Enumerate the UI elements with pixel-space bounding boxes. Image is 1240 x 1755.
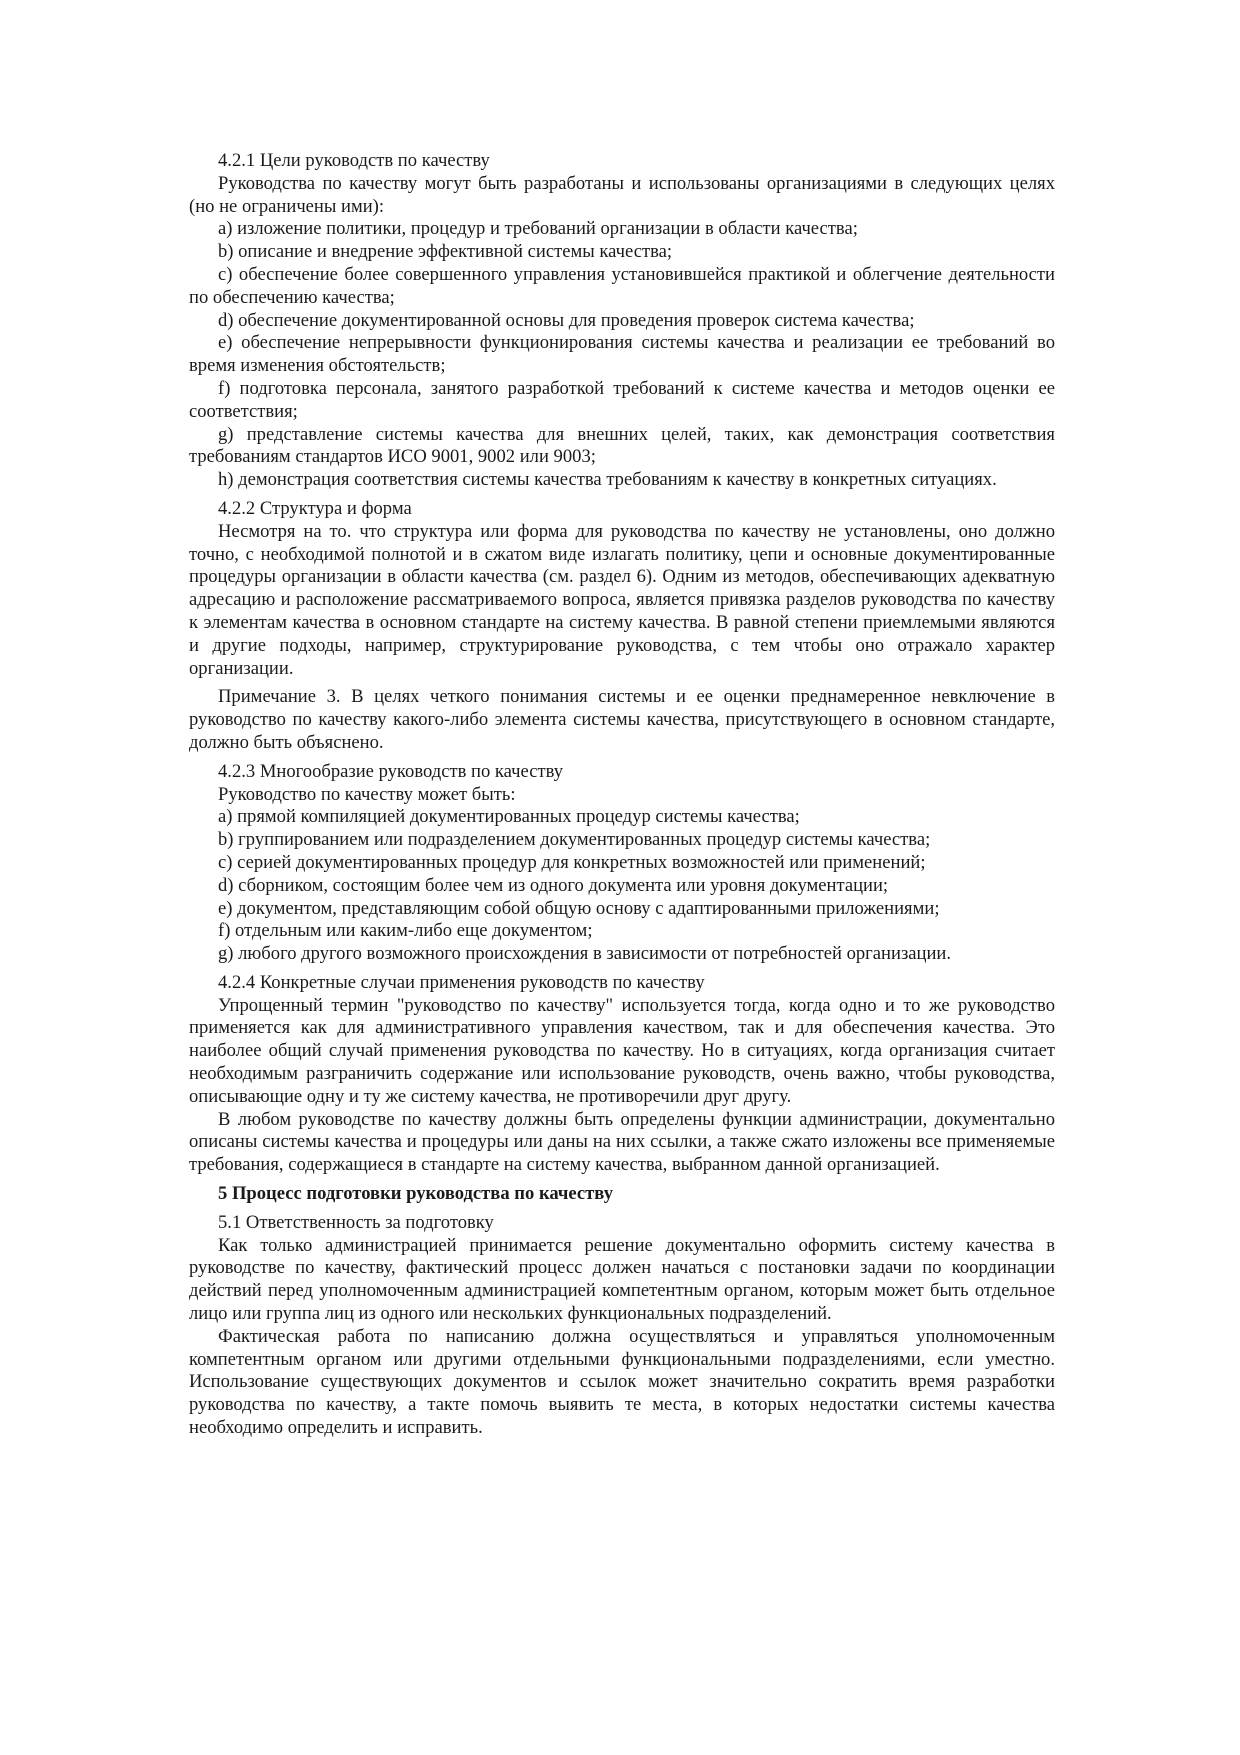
list-item: a) изложение политики, процедур и требований организации в области качества; xyxy=(218,218,858,240)
list-item: b) описание и внедрение эффективной системы качества; xyxy=(218,241,673,263)
chapter-heading-5: 5 Процесс подготовки руководства по качеству xyxy=(218,1183,613,1205)
list-item: c) обеспечение более совершенного управления установившейся практикой и облегчение деятельности по обеспечению качества; xyxy=(189,263,1055,308)
paragraph: Несмотря на то. что структура или форма для руководства по качеству не установлены, оно должно точно, с необходимой полнотой и в сжатом виде излагать политику, цепи и основные документированные процедуры организации в области качества (см. раздел 6). Одним из методов, обеспечивающих адекватную адресацию и расположение рассматриваемого вопроса, является привязка разделов руководства по качеству к элементам качества в основном стандарте на систему качества. В равной степени приемлемыми являются и другие подходы, например, структурирование руководства, с тем чтобы оно отражало характер организации. xyxy=(189,520,1055,679)
section-heading-5-1: 5.1 Ответственность за подготовку xyxy=(218,1211,494,1233)
section-heading-4-2-1: 4.2.1 Цели руководств по качеству xyxy=(218,150,490,171)
list-item: e) обеспечение непрерывности функционирования системы качества и реализации ее требований во время изменения обстоятельств; xyxy=(189,332,1055,377)
list-item: h) демонстрация соответствия системы качества требованиям к качеству в конкретных ситуациях. xyxy=(218,469,997,491)
document-page xyxy=(189,150,1055,1440)
list-item: e) документом, представляющим собой общую основу с адаптированными приложениями; xyxy=(218,897,940,919)
section-heading-4-2-2: 4.2.2 Структура и форма xyxy=(218,497,412,519)
list-item: g) представление системы качества для внешних целей, таких, как демонстрация соответствия требованиям стандартов ИСО 9001, 9002 или 9003; xyxy=(189,423,1055,468)
list-item: c) серией документированных процедур для конкретных возможностей или применений; xyxy=(218,851,926,873)
paragraph: В любом руководстве по качеству должны быть определены функции администрации, документально описаны системы качества и процедуры или даны на них ссылки, а также сжато изложены все применяемые требования, содержащиеся в стандарте на систему качества, выбранном данной организацией. xyxy=(189,1108,1055,1176)
list-item: d) обеспечение документированной основы для проведения проверок система качества; xyxy=(218,309,915,331)
paragraph: Руководство по качеству может быть: xyxy=(218,783,516,805)
list-item: d) сборником, состоящим более чем из одного документа или уровня документации; xyxy=(218,874,889,896)
note-paragraph: Примечание 3. В целях четкого понимания системы и ее оценки преднамеренное невключение в руководство по качеству какого-либо элемента системы качества, присутствующего в основном стандарте, должно быть объяснено. xyxy=(189,686,1055,753)
list-item: f) отдельным или каким-либо еще документом; xyxy=(218,920,593,942)
list-item: b) группированием или подразделением документированных процедур системы качества; xyxy=(218,829,931,851)
section-heading-4-2-4: 4.2.4 Конкретные случаи применения руководств по качеству xyxy=(218,971,705,993)
paragraph: Как только администрацией принимается решение документально оформить систему качества в руководстве по качеству, фактический процесс должен начаться с постановки задачи по координации действий перед уполномоченным администрацией компетентным органом, которым может быть отдельное лицо или группа лиц из одного или нескольких функциональных подразделений. xyxy=(189,1234,1055,1325)
paragraph: Упрощенный термин "руководство по качеству" используется тогда, когда одно и то же руководство применяется как для административного управления качеством, так и для обеспечения качества. Это наиболее общий случай применения руководства по качеству. Но в ситуациях, когда организация считает необходимым разграничить содержание или использование руководств, очень важно, чтобы руководства, описывающие одну и ту же систему качества, не противоречили друг другу. xyxy=(189,994,1055,1107)
list-item: g) любого другого возможного происхождения в зависимости от потребностей организации. xyxy=(218,943,952,965)
list-item: a) прямой компиляцией документированных процедур системы качества; xyxy=(218,806,800,828)
list-item: f) подготовка персонала, занятого разработкой требований к системе качества и методов оценки ее соответствия; xyxy=(189,377,1055,422)
paragraph: Руководства по качеству могут быть разработаны и использованы организациями в следующих целях (но не ограничены ими): xyxy=(189,172,1055,217)
section-heading-4-2-3: 4.2.3 Многообразие руководств по качеству xyxy=(218,760,564,782)
paragraph: Фактическая работа по написанию должна осуществляться и управляться уполномоченным компетентным органом или другими отдельными функциональными подразделениями, если уместно. Использование существующих документов и ссылок может значительно сократить время разработки руководства по качеству, а такте помочь выявить те места, в которых недостатки системы качества необходимо определить и исправить. xyxy=(189,1325,1055,1439)
